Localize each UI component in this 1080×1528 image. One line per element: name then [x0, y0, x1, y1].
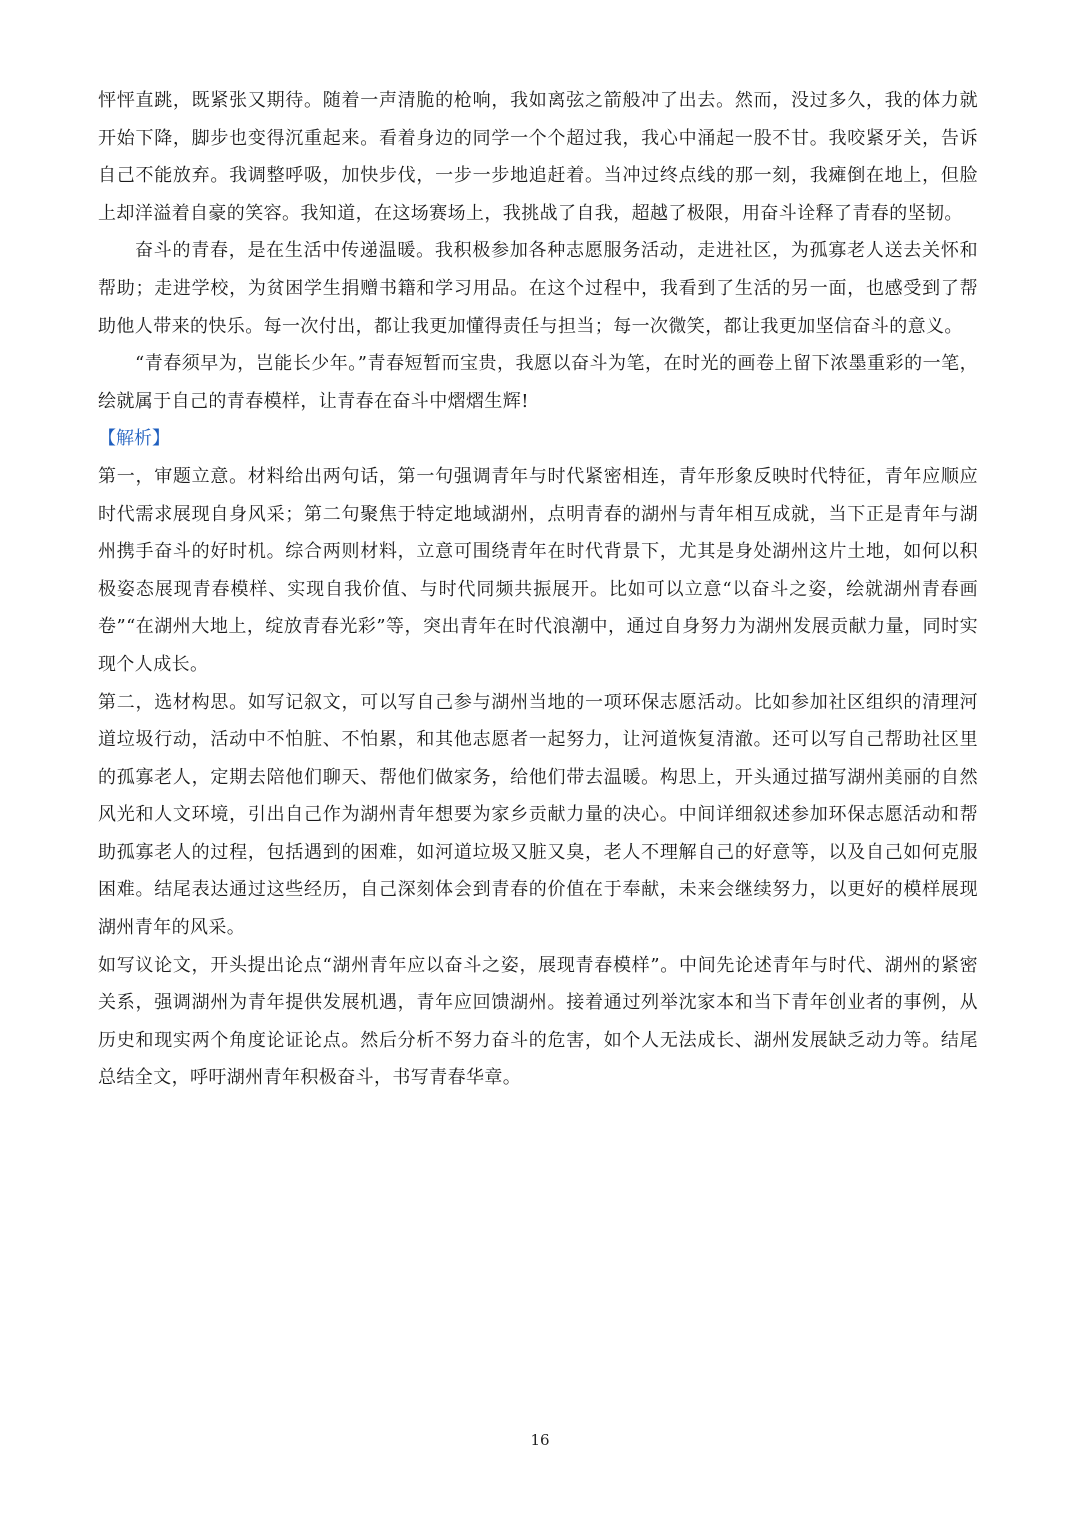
analysis-heading: 【解析】	[98, 428, 170, 450]
document-page	[98, 82, 978, 1097]
page-number: 16	[530, 1431, 550, 1449]
essay-paragraph-2: 奋斗的青春，是在生活中传递温暖。我积极参加各种志愿服务活动，走进社区，为孤寡老人送去关怀和帮助；走进学校，为贫困学生捐赠书籍和学习用品。在这个过程中，我看到了生活的另一面，也感受到了帮助他人带来的快乐。每一次付出，都让我更加懂得责任与担当；每一次微笑，都让我更加坚信奋斗的意义。	[98, 240, 978, 337]
analysis-paragraph-2: 第二，选材构思。如写记叙文，可以写自己参与湖州当地的一项环保志愿活动。比如参加社区组织的清理河道垃圾行动，活动中不怕脏、不怕累，和其他志愿者一起努力，让河道恢复清澈。还可以写自己帮助社区里的孤寡老人，定期去陪他们聊天、帮他们做家务，给他们带去温暖。构思上，开头通过描写湖州美丽的自然风光和人文环境，引出自己作为湖州青年想要为家乡贡献力量的决心。中间详细叙述参加环保志愿活动和帮助孤寡老人的过程，包括遇到的困难，如河道垃圾又脏又臭，老人不理解自己的好意等，以及自己如何克服困难。结尾表达通过这些经历，自己深刻体会到青春的价值在于奉献，未来会继续努力，以更好的模样展现湖州青年的风采。	[98, 691, 978, 939]
analysis-paragraph-1: 第一，审题立意。材料给出两句话，第一句强调青年与时代紧密相连，青年形象反映时代特征，青年应顺应时代需求展现自身风采；第二句聚焦于特定地域湖州，点明青春的湖州与青年相互成就，当下正是青年与湖州携手奋斗的好时机。综合两则材料，立意可围绕青年在时代背景下，尤其是身处湖州这片土地，如何以积极姿态展现青春模样、实现自我价值、与时代同频共振展开。比如可以立意“以奋斗之姿，绘就湖州青春画卷”“在湖州大地上，绽放青春光彩”等，突出青年在时代浪潮中，通过自身努力为湖州发展贡献力量，同时实现个人成长。	[98, 465, 978, 675]
analysis-paragraph-3: 如写议论文，开头提出论点“湖州青年应以奋斗之姿，展现青春模样”。中间先论述青年与时代、湖州的紧密关系，强调湖州为青年提供发展机遇，青年应回馈湖州。接着通过列举沈家本和当下青年创业者的事例，从历史和现实两个角度论证论点。然后分析不努力奋斗的危害，如个人无法成长、湖州发展缺乏动力等。结尾总结全文，呼吁湖州青年积极奋斗，书写青春华章。	[98, 954, 978, 1089]
essay-paragraph-3: “青春须早为，岂能长少年。”青春短暂而宝贵，我愿以奋斗为笔，在时光的画卷上留下浓墨重彩的一笔，绘就属于自己的青春模样，让青春在奋斗中熠熠生辉!	[98, 353, 978, 412]
essay-paragraph-1: 怦怦直跳，既紧张又期待。随着一声清脆的枪响，我如离弦之箭般冲了出去。然而，没过多久，我的体力就开始下降，脚步也变得沉重起来。看着身边的同学一个个超过我，我心中涌起一股不甘。我咬紧牙关，告诉自己不能放弃。我调整呼吸，加快步伐，一步一步地追赶着。当冲过终点线的那一刻，我瘫倒在地上，但脸上却洋溢着自豪的笑容。我知道，在这场赛场上，我挑战了自我，超越了极限，用奋斗诠释了青春的坚韧。	[98, 90, 978, 224]
